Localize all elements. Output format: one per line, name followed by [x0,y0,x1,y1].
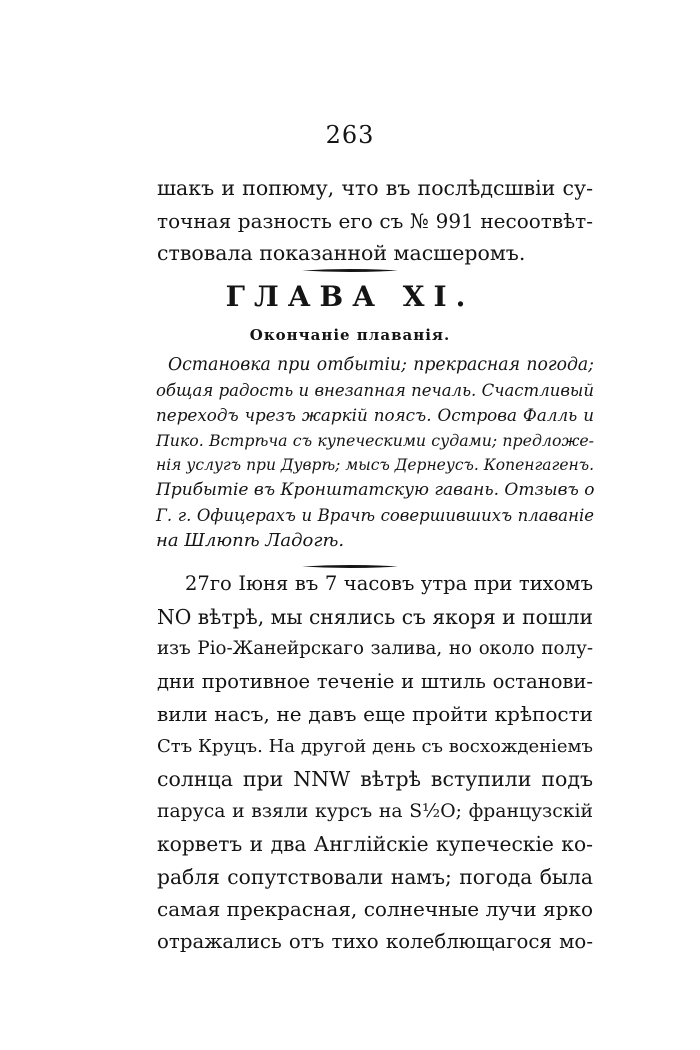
summary-line: Г. г. Офицерахъ и Врачѣ совершившихъ плаваніе [156,506,594,525]
body-line: вили насъ, не давъ еще пройти крѣпости [157,702,593,726]
paragraph-line: шакъ и попюму, что въ послѣдсшвіи су- [157,176,593,200]
summary-line: Остановка при отбытіи; прекрасная погода; [168,355,594,375]
body-line: отражались отъ тихо колеблющагося мо- [157,929,593,953]
body-paragraph [157,568,593,958]
body-line: паруса и взяли курсъ на S½O; французскій [157,800,593,822]
summary-line: нія услугъ при Дуврѣ; мысъ Дернеусъ. Копенгагенъ. [156,456,594,474]
summary-line: общая радость и внезапная печаль. Счастливый [156,381,594,400]
body-line: 27го Іюня въ 7 часовъ утра при тихомъ [185,572,593,595]
summary-line: переходъ чрезъ жаркій поясъ. Острова Фалль и [156,405,594,425]
chapter-title: ГЛАВА XI. [225,280,475,313]
summary-line: на Шлюпѣ Ладогѣ. [156,530,345,551]
chapter-subtitle: Окончаніе плаванія. [249,326,451,344]
body-line: NO вѣтрѣ, мы снялись съ якоря и пошли [157,604,593,629]
body-line: самая прекрасная, солнечные лучи ярко [157,897,593,921]
body-line: дни противное теченіе и штиль останови- [157,669,593,693]
paragraph-line: точная разность его съ № 991 несоотвѣт- [157,208,593,233]
summary-line: Пико. Встрѣча съ купеческими судами; предложе- [156,431,594,450]
body-line: корветъ и два Англійскіе купеческіе ко- [157,832,593,856]
summary-line: Прибытіе въ Кронштатскую гавань. Отзывъ о [156,480,595,500]
body-line: рабля сопутствовали намъ; погода была [157,864,593,889]
page-number: 263 [325,121,375,149]
body-line: Стъ Круцъ. На другой день съ восхожденіемъ [157,735,593,757]
paragraph-line: ствовала показанной масшеромъ. [157,241,526,265]
top-paragraph [157,172,593,270]
ornamental-divider-top [302,268,398,273]
body-line: изъ Ріо-Жанейрскаго залива, но около полу- [157,638,593,659]
chapter-summary [156,353,594,553]
body-line: солнца при NNW вѣтрѣ вступили подъ [157,767,593,791]
